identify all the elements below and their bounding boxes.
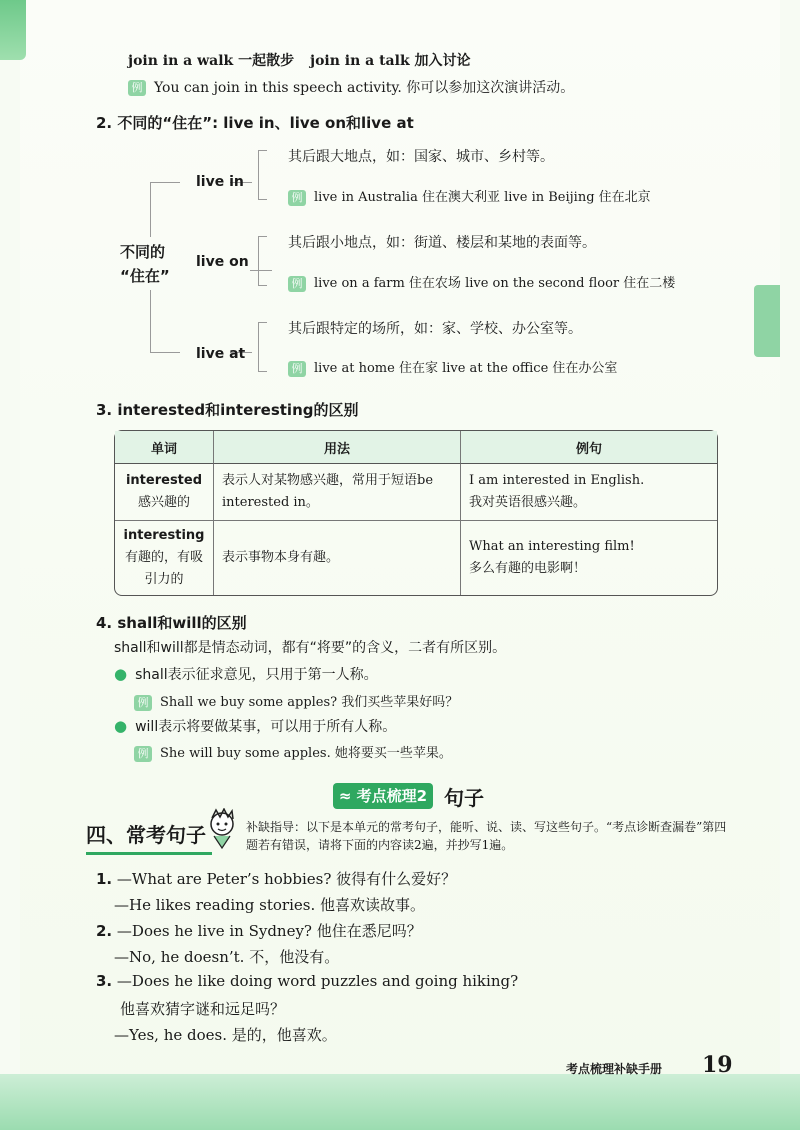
table-cell-usage: 表示人对某物感兴趣，常用于短语be interested in。 <box>213 464 460 520</box>
section-4-intro: shall和will都是情态动词，都有“将要”的含义，二者有所区别。 <box>114 640 507 656</box>
section-2-title: 2. 不同的“住在”: live in、live on和live at <box>96 114 414 132</box>
tree-line-c <box>150 352 180 353</box>
example-text: You can join in this speech activity. 你可以参加这次演讲活动。 <box>154 80 575 96</box>
section-banner-title: 句子 <box>444 786 484 810</box>
sentence-item-2 <box>96 920 422 941</box>
table-row <box>115 464 717 520</box>
phrase-2: join in a talk 加入讨论 <box>310 53 471 69</box>
table-header: 用法 <box>213 431 460 464</box>
example-live-on: 例 live on a farm 住在农场 live on the second floor 住在二楼 <box>288 272 675 292</box>
table-cell-word: interested 感兴趣的 <box>125 473 203 510</box>
sentence-answer-1: —He likes reading stories. 他喜欢读故事。 <box>114 896 426 914</box>
example-badge-icon: 例 <box>288 190 306 206</box>
branch-live-at: live at <box>196 346 246 362</box>
table-cell-example: I am interested in English. 我对英语很感兴趣。 <box>460 464 717 520</box>
brace-in <box>258 150 267 200</box>
section-banner-tag: ≈ 考点梳理2 <box>333 783 433 809</box>
tree-root <box>120 240 170 288</box>
rule-live-in: 其后跟大地点，如：国家、城市、乡村等。 <box>288 149 554 165</box>
bullet-dot-icon: ● <box>114 665 128 683</box>
mascot-icon <box>204 808 240 850</box>
point-will: ● will表示将要做某事，可以用于所有人称。 <box>114 717 397 735</box>
sentence-answer-2: —No, he doesn’t. 不，他没有。 <box>114 948 340 966</box>
bullet-dot-icon: ● <box>114 717 128 735</box>
side-tab <box>754 285 780 357</box>
tree-root-line1: 不同的 <box>120 243 166 261</box>
section-4-title: 4. shall和will的区别 <box>96 614 247 632</box>
table-header-row <box>115 431 717 464</box>
page-edge-decoration <box>0 0 26 60</box>
item-number: 2. <box>96 922 113 940</box>
branch-live-in: live in <box>196 174 244 190</box>
sentence-question: —What are Peter’s hobbies? 彼得有什么爱好？ <box>116 870 457 888</box>
item-number: 3. <box>96 972 113 990</box>
sentences-guide: 补缺指导：以下是本单元的常考句子，能听、说、读、写这些句子。“考点诊断查漏卷”第四题若有错误，请将下面的内容读2遍，并抄写1遍。 <box>246 820 727 852</box>
sentence-item-1 <box>96 868 456 889</box>
sentence-question: —Does he live in Sydney? 他住在悉尼吗？ <box>116 922 422 940</box>
footer-book-title: 考点梳理补缺手册 <box>566 1062 663 1076</box>
sentence-question: —Does he like doing word puzzles and going hiking? <box>116 972 519 990</box>
tree-root-line2: “住在” <box>120 267 170 285</box>
point-shall: ● shall表示征求意见，只用于第一人称。 <box>114 665 378 683</box>
example-live-at: 例 live at home 住在家 live at the office 住在办公室 <box>288 357 617 377</box>
section-3-title: 3. interested和interesting的区别 <box>96 401 359 419</box>
example-live-in: 例 live in Australia 住在澳大利亚 live in Beijing 住在北京 <box>288 186 651 206</box>
table-row <box>115 520 717 595</box>
table-header: 例句 <box>460 431 717 464</box>
sentence-question-3-cn: 他喜欢猜字谜和远足吗？ <box>120 1000 286 1018</box>
example-badge-icon: 例 <box>288 276 306 292</box>
table-header: 单词 <box>115 431 213 464</box>
page-number: 19 <box>702 1052 733 1078</box>
example-badge-icon: 例 <box>288 361 306 377</box>
example-will: 例 She will buy some apples. 她将要买一些苹果。 <box>134 742 452 762</box>
tree-line-a <box>150 182 180 183</box>
brace-at <box>258 322 267 372</box>
example-shall: 例 Shall we buy some apples? 我们买些苹果好吗？ <box>134 691 458 711</box>
example-badge-icon: 例 <box>134 746 152 762</box>
brace-on <box>258 236 267 286</box>
comparison-table <box>114 430 718 596</box>
rule-live-on: 其后跟小地点，如：街道、楼层和某地的表面等。 <box>288 235 596 251</box>
rule-live-at: 其后跟特定的场所，如：家、学校、办公室等。 <box>288 321 582 337</box>
example-badge-icon: 例 <box>128 80 146 96</box>
sentence-item-3 <box>96 972 518 990</box>
sentences-heading: 四、常考句子 <box>86 818 212 855</box>
example-badge-icon: 例 <box>134 695 152 711</box>
branch-live-on: live on <box>196 254 249 270</box>
table-cell-word: interesting 有趣的，有吸引力的 <box>115 520 213 595</box>
tree-line-up <box>150 182 151 237</box>
tree-line-down <box>150 290 151 352</box>
item-number: 1. <box>96 870 113 888</box>
sentence-answer-3: —Yes, he does. 是的，他喜欢。 <box>114 1026 337 1044</box>
example-line <box>128 77 574 97</box>
phrase-1: join in a walk 一起散步 <box>128 53 295 69</box>
table-cell-example: What an interesting film! 多么有趣的电影啊！ <box>460 520 717 595</box>
table-cell-usage: 表示事物本身有趣。 <box>213 520 460 595</box>
footer-wave-decoration <box>0 1074 800 1130</box>
